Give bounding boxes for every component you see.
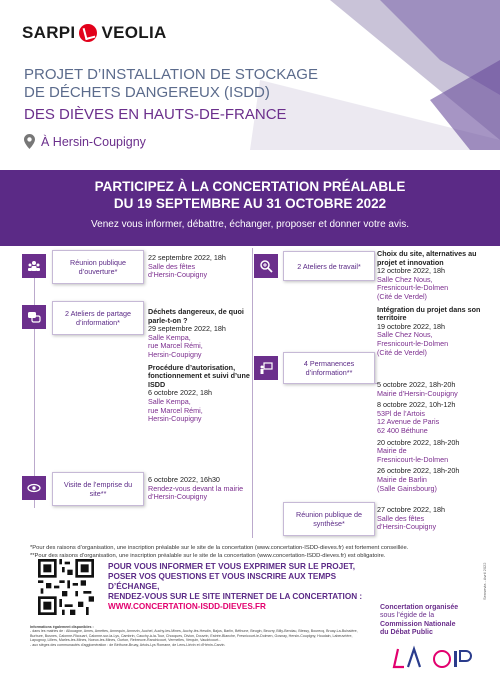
event-synthesis-text: 27 octobre 2022, 18h Salle des fêtes d’Hersin-Coupigny: [377, 505, 445, 532]
logo-sarpi: SARPI: [22, 23, 76, 42]
event-opening-text: 22 septembre 2022, 18h Salle des fêtes d’Hersin-Coupigny: [148, 253, 226, 280]
event-box-info-workshops: 2 Ateliers de partage d’information*: [52, 301, 144, 335]
event-box-site-visit: Visite de l’emprise du site**: [52, 472, 144, 506]
event-info-workshops-text: Déchets dangereux, de quoi parle-t-on ? 29 septembre 2022, 18h Salle Kempa, rue Marcel Rémi, Hersin-Coupigny Procédure d’autorisation, fonctionnement et suivi d’une ISDD 6 octobre 2022, 18h Salle Kempa, rue Marcel Rémi, Hersin-Coupigny: [148, 307, 250, 424]
event-box-work-workshops: 2 Ateliers de travail*: [283, 251, 375, 281]
project-subtitle: DES DIÈVES EN HAUTS-DE-FRANCE: [24, 106, 287, 123]
people-icon: [22, 254, 46, 278]
event-site-visit-text: 6 octobre 2022, 16h30 Rendez-vous devant la mairie d’Hersin-Coupigny: [148, 475, 244, 502]
partner-logos: [390, 645, 480, 673]
magnifier-icon: [254, 254, 278, 278]
eye-icon: [22, 476, 46, 500]
banner-dates: DU 19 SEPTEMBRE AU 31 OCTOBRE 2022: [113, 196, 387, 211]
footnote-1: *Pour des raisons d’organisation, une inscription préalable sur le site de la concertation (www.concertation-ISDD-dieves.fr) est fortement conseillée.: [30, 545, 409, 551]
presenter-icon: [254, 356, 278, 380]
banner-title: PARTICIPEZ À LA CONCERTATION PRÉALABLE: [94, 179, 406, 194]
project-title: PROJET D’INSTALLATION DE STOCKAGE DE DÉCHETS DANGEREUX (ISDD): [24, 66, 318, 101]
credit-side-text: Sensevia - Avril 2022: [482, 562, 487, 600]
logo: [22, 22, 167, 44]
concertation-url-link[interactable]: WWW.CONCERTATION-ISDD-DIEVES.FR: [108, 602, 266, 611]
cndp-note: Concertation organisée sous l’égide de la Commission Nationale du Débat Public: [380, 604, 459, 637]
timeline-left-line: [34, 258, 35, 508]
veolia-mark-icon: [79, 24, 97, 42]
call-to-action: POUR VOUS INFORMER ET VOUS EXPRIMER SUR LE PROJET, POSER VOS QUESTIONS ET VOUS INSCRIRE AUX TEMPS D’ÉCHANGE, RENDEZ-VOUS SUR LE SITE INTERNET DE LA CONCERTATION : WWW.CONCERTATION-ISDD-DIEVES.FR: [108, 562, 378, 612]
event-box-permanences: 4 Permanences d’information**: [283, 352, 375, 384]
location-pin-icon: [24, 134, 35, 149]
legal-info: Informations également disponibles : - dans les mairies de : Allouagne, Ames, Amettes, Annequin, Annezin, Auchel, Auchy-les-Mines, Auchy-lès-Hesdin, Bajus, Barlin, Béthune, Beugin, Beuvry, Billy-Berclau, Blessy, Bourecq, Bruay-La-Buissière, Burbure, Busnes, Calonne-Ricouart, Calonne-sur-la-Lys, Cambrin, Cauchy-à-la-Tour, Chocques, Divion, Douvrin, Estrée-Blanche, Fresnicourt-le-Dolmen, Gosnay, Hersin-Coupigny, Houdain, Labeuvrière, Lapugnoy, Lillers, Marles-les-Mines, Noeux-les-Mines, Ourton, Rebreuve-Ranchicourt, Vermelles, Verquin, Vaudricourt... - aux sièges des communautés d’agglomération : de Béthune-Bruay, Artois-Lys Romane, de Lens-Liévin et d’Hénin-Carvin.: [30, 625, 358, 647]
event-work-workshops-text: Choix du site, alternatives au projet et innovation 12 octobre 2022, 18h Salle Chez Nous, Fresnicourt-le-Dolmen (Cité de Verdel) Intégration du projet dans son territoire 19 octobre 2022, 18h Salle Chez Nous, Fresnicourt-le-Dolmen (Cité de Verdel): [377, 249, 481, 357]
footnote-2: **Pour des raisons d’organisation, une inscription préalable sur le site de la concertation (www.concertation-ISDD-dieves.fr) est obligatoire.: [30, 553, 386, 559]
qr-code[interactable]: [38, 559, 94, 615]
concertation-banner: [0, 170, 500, 246]
banner-subtitle: Venez vous informer, débattre, échanger, proposer et donner votre avis.: [91, 219, 409, 230]
speech-bubbles-icon: [22, 305, 46, 329]
logo-veolia: VEOLIA: [101, 23, 167, 42]
location: À Hersin-Coupigny: [24, 134, 146, 149]
event-permanences-text: 5 octobre 2022, 18h-20h Mairie d’Hersin-Coupigny 8 octobre 2022, 10h-12h 53Pl de l’Artois 12 Avenue de Paris 62 400 Béthune 20 octobre 2022, 18h-20h Mairie de Fresnicourt-le-Dolmen 26 octobre 2022, 18h-20h Mairie de Barlin (Salle Gainsbourg): [377, 380, 460, 493]
event-box-synthesis: Réunion publique de synthèse*: [283, 502, 375, 536]
event-box-opening: Réunion publique d’ouverture*: [52, 250, 144, 284]
